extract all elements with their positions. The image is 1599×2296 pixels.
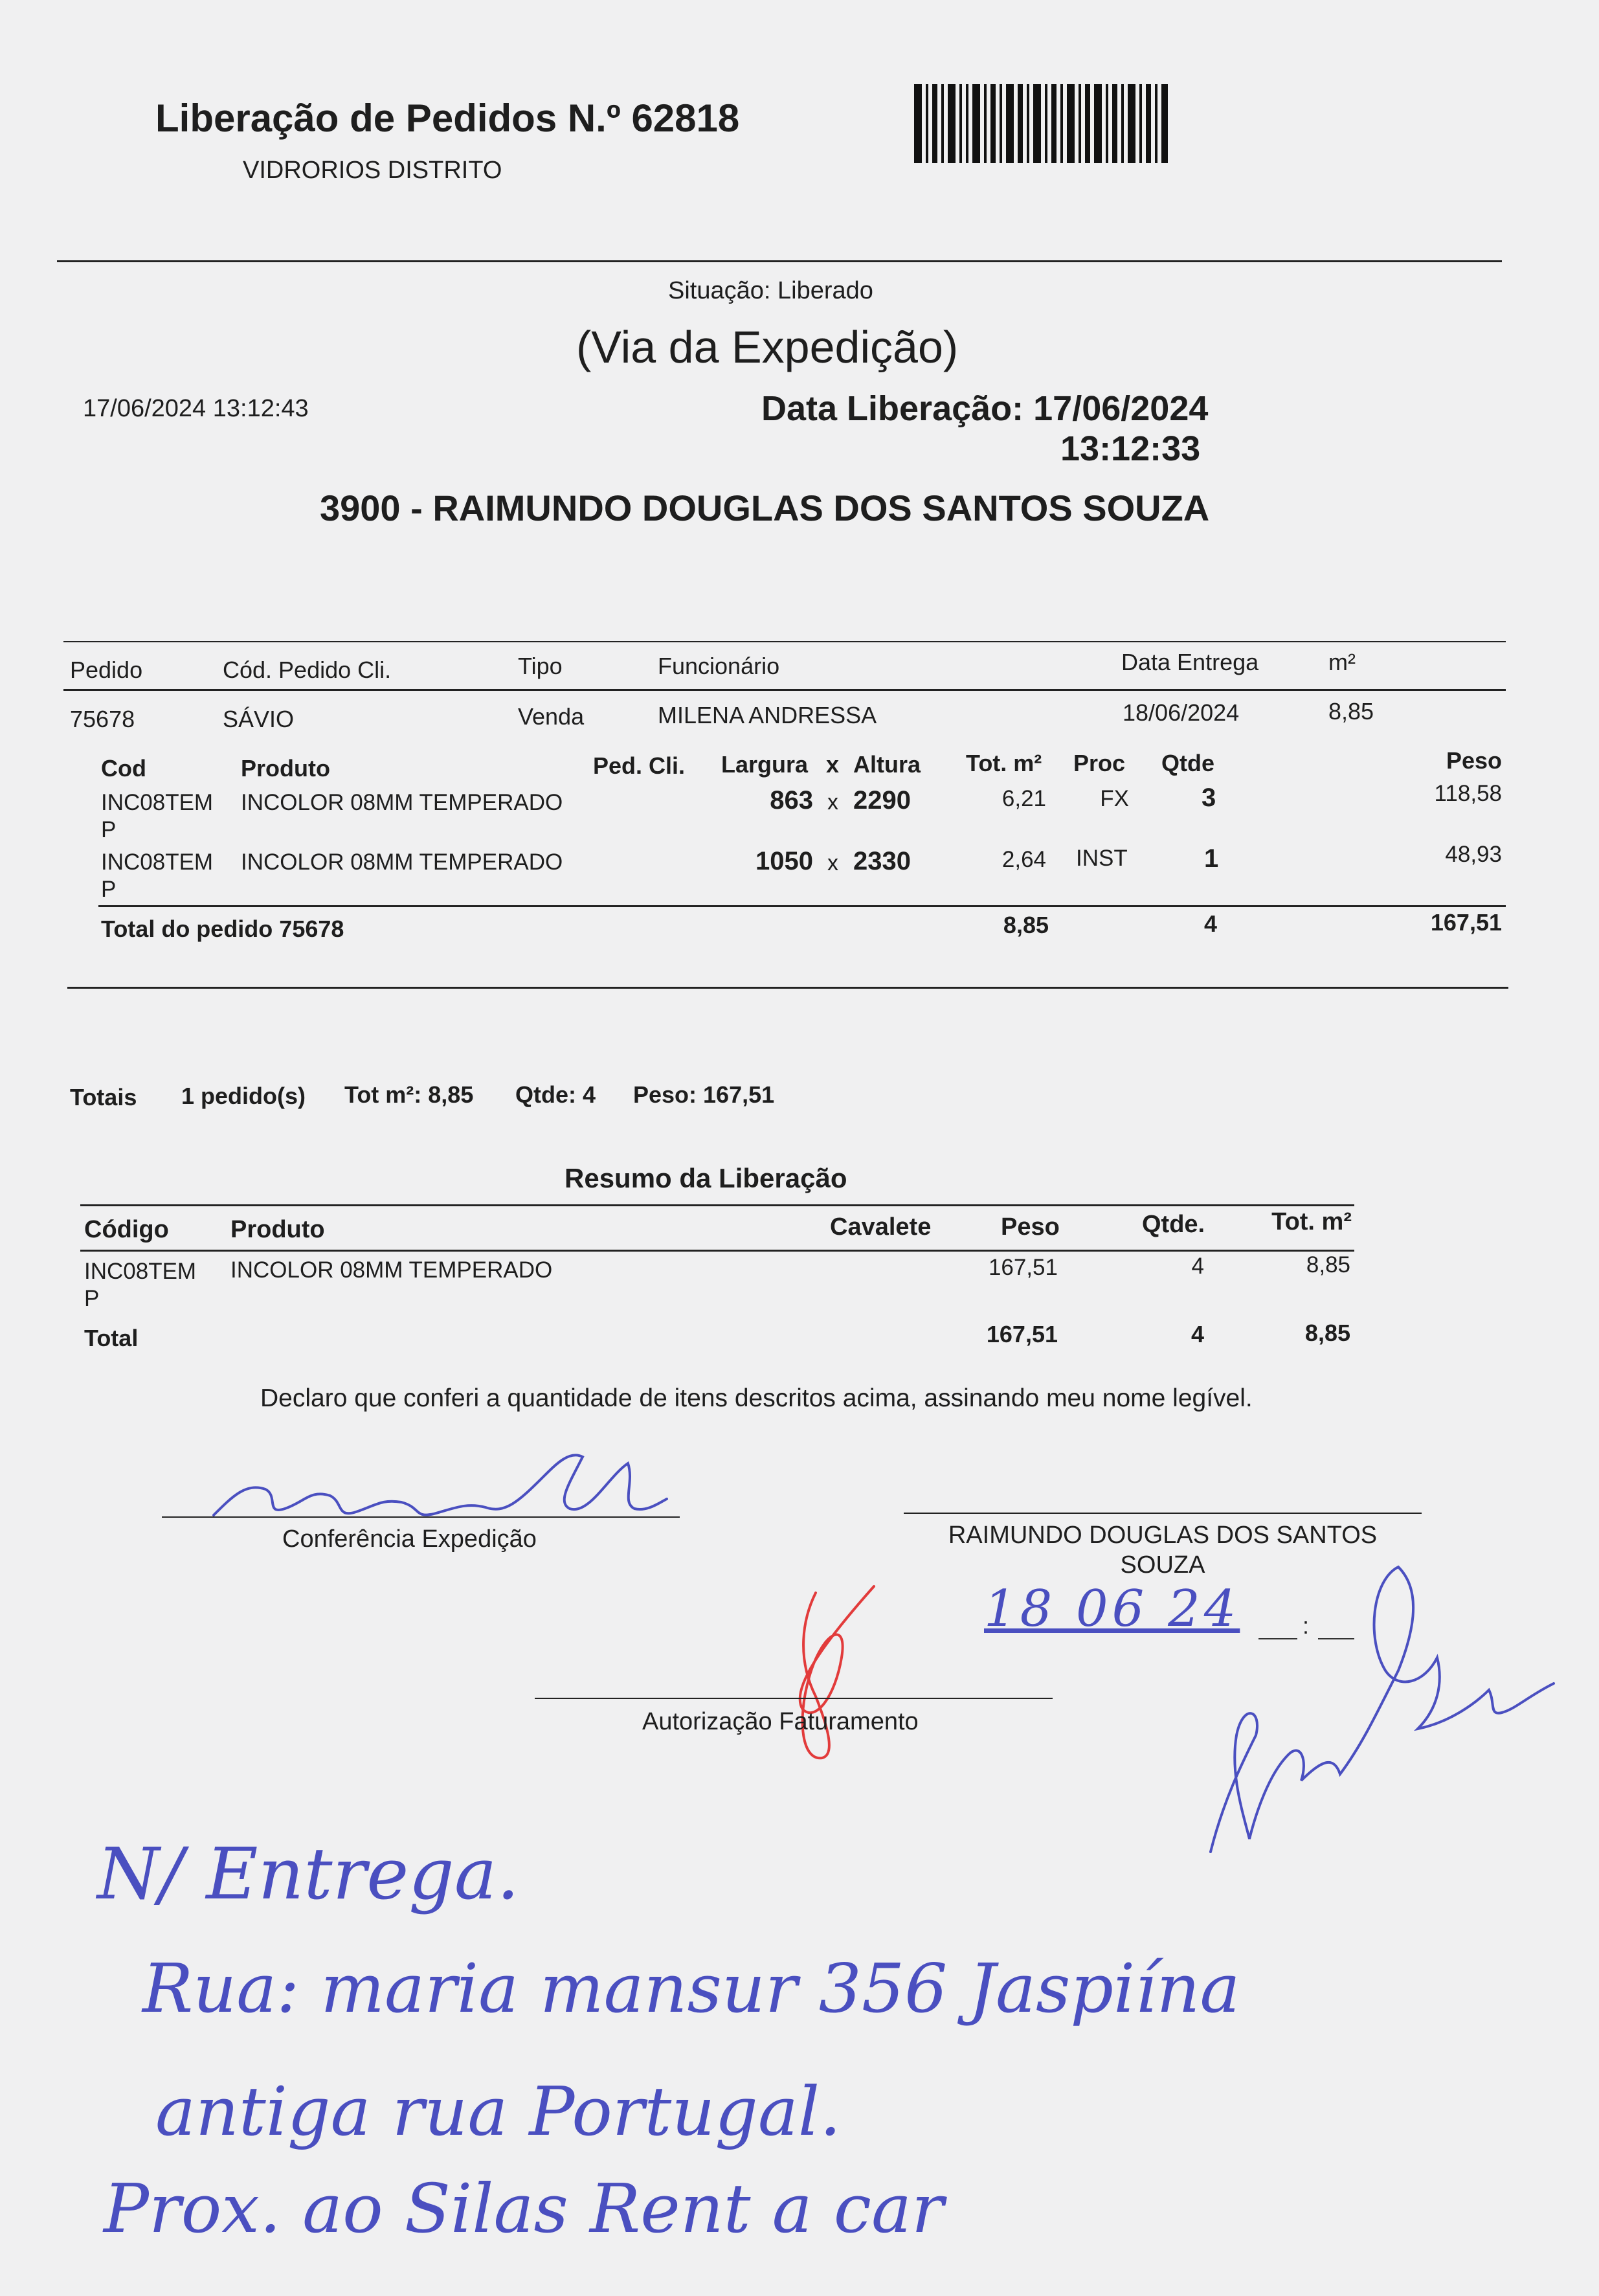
items-col-altura: Altura [853,751,921,778]
item-2-x: x [827,851,838,875]
items-col-tot-m2: Tot. m² [966,750,1042,776]
items-col-largura: Largura [721,751,809,778]
order-delivery-date: 18/06/2024 [1123,699,1240,726]
item-1-peso: 118,58 [1434,781,1502,806]
client-name: 3900 - RAIMUNDO DOUGLAS DOS SANTOS SOUZA [320,488,1210,528]
summary-row-tot-m2: 8,85 [1306,1252,1350,1277]
summary-top-line [80,1204,1354,1206]
handwritten-note-line1: N/ Entrega. [97,1832,520,1915]
order-type: Venda [518,703,585,730]
col-cod-pedido-cli: Cód. Pedido Cli. [223,657,392,683]
items-col-qtde: Qtde [1161,750,1215,776]
items-col-proc: Proc [1073,750,1126,776]
summary-col-qtde: Qtde. [1142,1211,1205,1238]
client-name-line1: RAIMUNDO DOUGLAS DOS SANTOS [948,1522,1378,1549]
client-signature [1204,1541,1567,1878]
order-employee: MILENA ANDRESSA [658,702,877,728]
totals-pedidos: 1 pedido(s) [181,1083,306,1109]
items-col-peso: Peso [1446,747,1502,774]
order-m2: 8,85 [1328,698,1374,725]
item-1-tot-m2: 6,21 [1001,786,1046,811]
red-check-mark [777,1580,880,1768]
item-1-produto: INCOLOR 08MM TEMPERADO [241,790,563,815]
summary-col-codigo: Código [84,1216,169,1243]
summary-total-label: Total [84,1325,139,1351]
item-2-tot-m2: 2,64 [1001,847,1046,872]
release-date: Data Liberação: 17/06/2024 [761,389,1209,428]
summary-col-tot-m2: Tot. m² [1271,1208,1352,1235]
item-2-peso: 48,93 [1445,842,1502,867]
company-name: VIDRORIOS DISTRITO [243,157,502,184]
item-1-cod-cont: P [101,817,117,842]
summary-total-peso: 167,51 [986,1321,1058,1347]
order-total-line [98,905,1506,907]
order-header-bottom-line [63,689,1506,691]
summary-row-peso: 167,51 [988,1255,1058,1280]
conferencia-line [162,1516,680,1518]
document-title: Liberação de Pedidos N.º 62818 [155,96,740,140]
summary-total-qtde: 4 [1191,1321,1204,1347]
summary-row-qtde: 4 [1191,1254,1204,1279]
order-header-top-line [63,641,1506,642]
autorizacao-line [535,1698,1053,1699]
declaration-text: Declaro que conferi a quantidade de itens descritos acima, assinando meu nome legível. [260,1384,1253,1412]
item-1-proc: FX [1100,786,1129,811]
item-2-largura: 1050 [755,847,813,875]
items-col-produto: Produto [241,755,330,782]
handwritten-note-line4: Prox. ao Silas Rent a car [104,2169,944,2248]
summary-header-line [80,1250,1354,1252]
item-1-altura: 2290 [853,786,911,815]
summary-col-peso: Peso [1001,1213,1060,1241]
order-number: 75678 [70,706,135,732]
summary-row-codigo-cont: P [84,1286,100,1311]
item-2-cod-cont: P [101,877,117,902]
items-col-x: x [826,751,840,778]
col-funcionario: Funcionário [658,653,780,679]
summary-col-produto: Produto [230,1216,325,1243]
order-total-label: Total do pedido 75678 [101,916,344,942]
handwritten-note-line2: Rua: maria mansur 356 Jaspiína [142,1949,1240,2028]
item-1-largura: 863 [770,786,813,815]
copy-label: (Via da Expedição) [576,322,959,372]
client-name-line2: SOUZA [1120,1551,1205,1579]
totals-m2: Tot m²: 8,85 [344,1081,474,1108]
item-1-qtde: 3 [1202,783,1216,812]
handwritten-note-line3: antiga rua Portugal. [155,2072,842,2151]
summary-col-cavalete: Cavalete [830,1213,932,1241]
item-2-qtde: 1 [1204,844,1219,873]
order-total-qtde: 4 [1204,910,1218,937]
item-2-produto: INCOLOR 08MM TEMPERADO [241,850,563,875]
col-m2: m² [1328,649,1356,675]
item-2-altura: 2330 [853,847,911,875]
order-section-end-line [67,987,1508,989]
release-time: 13:12:33 [1060,429,1201,468]
summary-total-tot-m2: 8,85 [1304,1320,1350,1346]
order-total-m2: 8,85 [1003,912,1049,938]
barcode [914,84,1168,163]
col-data-entrega: Data Entrega [1121,649,1259,675]
items-col-cod: Cod [101,755,146,782]
autorizacao-label: Autorização Faturamento [642,1708,919,1735]
items-col-ped-cli: Ped. Cli. [593,752,686,779]
situation-label: Situação: Liberado [668,277,873,304]
item-2-cod: INC08TEM [101,850,214,875]
col-pedido: Pedido [70,657,143,683]
client-signature-line [904,1513,1422,1514]
time-colon: : [1303,1612,1310,1639]
item-1-cod: INC08TEM [101,790,214,815]
col-tipo: Tipo [518,653,563,679]
order-client-code: SÁVIO [223,706,295,732]
summary-title: Resumo da Liberação [565,1163,847,1193]
header-divider [57,260,1502,262]
order-total-peso: 167,51 [1430,909,1502,936]
summary-row-codigo: INC08TEM [84,1259,197,1284]
conferencia-label: Conferência Expedição [282,1525,537,1553]
totals-qtde: Qtde: 4 [515,1081,596,1108]
handwritten-date: 18 06 24 [984,1580,1240,1638]
totals-peso: Peso: 167,51 [633,1081,775,1108]
item-2-proc: INST [1076,846,1128,871]
conferencia-signature [207,1437,673,1535]
print-datetime: 17/06/2024 13:12:43 [83,395,309,422]
item-1-x: x [827,790,838,815]
totals-label: Totais [70,1084,137,1110]
summary-row-produto: INCOLOR 08MM TEMPERADO [230,1257,553,1283]
